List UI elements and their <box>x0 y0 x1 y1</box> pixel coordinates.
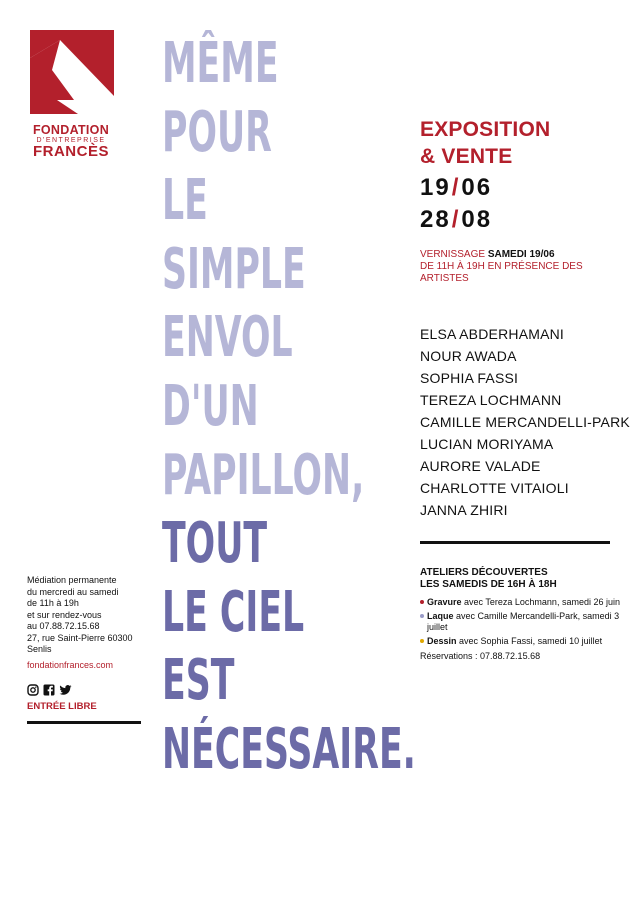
date-slash: / <box>451 174 461 201</box>
mediation-address: 27, rue Saint-Pierre 60300 Senlis <box>27 632 133 654</box>
mediation-line: au 07.88.72.15.68 <box>27 621 100 631</box>
headline-line: LE <box>162 168 208 234</box>
date-slash: / <box>451 206 461 233</box>
workshop-name: Gravure <box>427 597 462 607</box>
headline-line: D'UN <box>162 373 259 439</box>
artist-name: NOUR AWADA <box>420 348 517 364</box>
mediation-line: du mercredi au samedi <box>27 586 119 597</box>
foundation-logo <box>30 30 114 114</box>
divider <box>420 541 610 544</box>
end-month: 08 <box>461 206 493 233</box>
twitter-icon[interactable] <box>59 683 71 695</box>
headline-line: LE CIEL <box>162 579 305 645</box>
free-entry-label: ENTRÉE LIBRE <box>27 701 97 712</box>
workshop-item <box>420 611 620 633</box>
headline-line: MÊME <box>162 31 279 96</box>
foundation-name-line2: D'ENTREPRISE <box>36 137 106 145</box>
workshops-heading: ATELIERS DÉCOUVERTES <box>420 567 548 578</box>
workshop-name: Dessin <box>427 636 457 646</box>
reservations-info: Réservations : 07.88.72.15.68 <box>420 651 541 661</box>
exhibition-title-line2: & VENTE <box>420 145 513 168</box>
workshop-details: avec Sophia Fassi, samedi 10 juillet <box>459 636 603 646</box>
bullet-icon <box>420 600 424 604</box>
mediation-line: Médiation permanente <box>27 575 117 585</box>
end-day: 28 <box>420 206 451 233</box>
divider <box>27 721 141 724</box>
vernissage-label: VERNISSAGE <box>420 249 486 260</box>
workshop-name: Laque <box>427 611 454 621</box>
headline-line: NÉCESSAIRE. <box>162 716 416 782</box>
artist-name: CAMILLE MERCANDELLI-PARK <box>420 414 630 430</box>
start-date <box>420 174 492 202</box>
vernissage-details: DE 11H À 19H EN PRÉSENCE DES ARTISTES <box>420 261 583 284</box>
foundation-name-line1: FONDATION <box>32 123 110 137</box>
workshops-schedule: LES SAMEDIS DE 16H À 18H <box>420 579 557 590</box>
workshops-section <box>420 567 620 661</box>
bullet-icon <box>420 639 424 643</box>
bullet-icon <box>420 614 424 618</box>
artist-name: AURORE VALADE <box>420 458 541 474</box>
vernissage-info <box>420 249 620 285</box>
foundation-name-line3: FRANCÈS <box>32 143 109 161</box>
artist-name: LUCIAN MORIYAMA <box>420 436 554 452</box>
instagram-icon[interactable] <box>27 683 39 695</box>
headline-line: PAPILLON, <box>162 442 365 508</box>
artist-name: ELSA ABDERHAMANI <box>420 326 565 342</box>
end-date <box>420 206 492 234</box>
artist-name: TEREZA LOCHMANN <box>420 392 562 408</box>
headline-line: ENVOL <box>162 305 293 371</box>
headline-line: SIMPLE <box>162 236 306 302</box>
start-day: 19 <box>420 174 451 201</box>
workshop-item <box>420 636 620 647</box>
artist-name: CHARLOTTE VITAIOLI <box>420 480 569 496</box>
mediation-line: de 11h à 19h <box>27 598 79 608</box>
headline-line: EST <box>162 648 235 714</box>
social-icons <box>27 683 71 695</box>
mediation-line: et sur rendez-vous <box>27 609 102 620</box>
workshops-list <box>420 597 620 647</box>
website-link[interactable]: fondationfrances.com <box>27 660 114 670</box>
headline-line: TOUT <box>162 511 268 577</box>
facebook-icon[interactable] <box>43 683 55 695</box>
foundation-name <box>18 124 124 160</box>
headline-line: POUR <box>162 99 272 165</box>
artist-name: JANNA ZHIRI <box>420 502 508 518</box>
exhibition-title-line1: EXPOSITION <box>420 118 551 141</box>
vernissage-day: SAMEDI 19/06 <box>487 249 555 260</box>
workshop-item <box>420 597 620 608</box>
mediation-info <box>27 575 147 656</box>
start-month: 06 <box>461 174 493 201</box>
exhibition-title <box>420 116 550 170</box>
artist-list <box>420 323 630 521</box>
workshop-details: avec Tereza Lochmann, samedi 26 juin <box>464 597 620 607</box>
artist-name: SOPHIA FASSI <box>420 370 519 386</box>
workshop-details: avec Camille Mercandelli-Park, samedi 3 juillet <box>427 611 620 632</box>
